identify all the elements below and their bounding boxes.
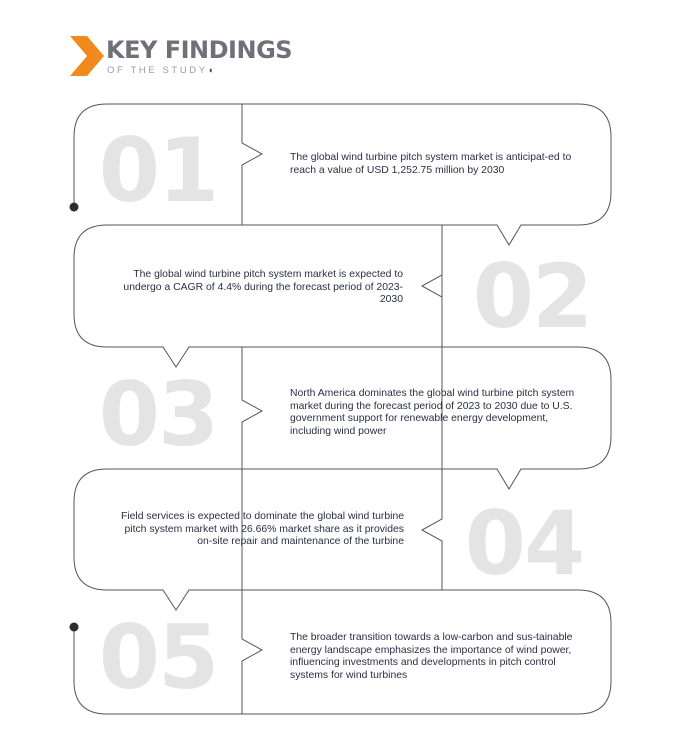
finding-number: 03 (98, 363, 218, 466)
crescent-icon: ◖ (207, 65, 214, 75)
finding-number: 04 (464, 492, 584, 595)
finding-text: The global wind turbine pitch system market is anticipat-ed to reach a value of USD 1,252.75 million by 2030 (290, 152, 572, 176)
finding-text: The global wind turbine pitch system market is expected to undergo a CAGR of 4.4% during the forecast period of 2023-2030 (123, 269, 403, 306)
finding-number: 02 (472, 245, 592, 348)
finding-text: North America dominates the global wind turbine pitch system market during the forecast period of 2023 to 2030 due to U.S. government support for renewable energy development, including wind power (290, 388, 575, 437)
timeline-end-dot (70, 623, 79, 632)
finding-text: The broader transition towards a low-carbon and sus-tainable energy landscape emphasizes the importance of wind power, influencing investments and developments in pitch control systems for wind turbines (290, 632, 573, 681)
finding-number: 05 (98, 606, 218, 709)
finding-number: 01 (98, 119, 218, 222)
page-title: KEY FINDINGS (106, 36, 293, 64)
finding-text: Field services is expected to dominate the global wind turbine pitch system market with 26.66% market share as it provides on-site repair and maintenance of the turbine (120, 511, 404, 548)
page-subtitle: OF THE STUDY◖ (107, 65, 214, 76)
timeline-start-dot (70, 203, 79, 212)
